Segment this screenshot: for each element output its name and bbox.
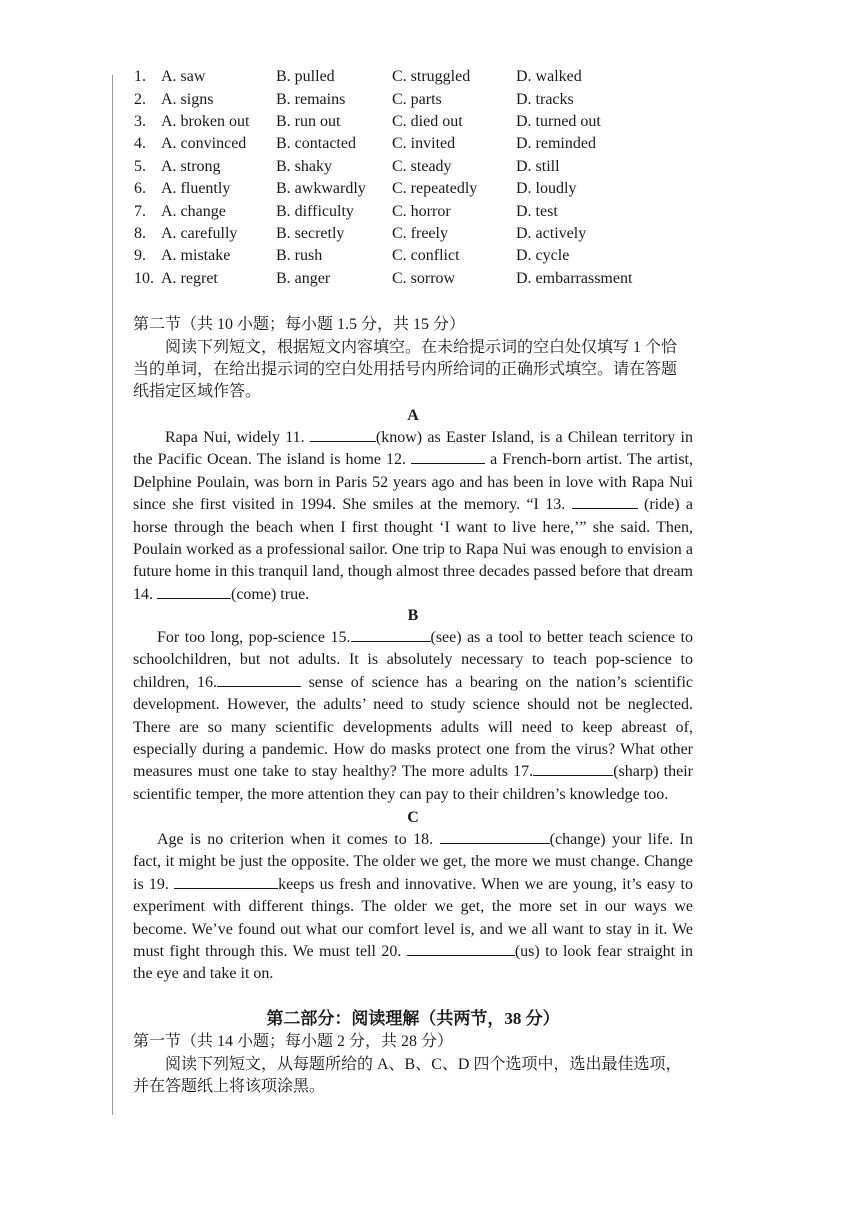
- answer-blank-13[interactable]: [572, 494, 638, 509]
- option-a: A. change: [161, 202, 226, 220]
- option-a: A. mistake: [161, 247, 231, 265]
- question-number: 4.: [134, 135, 146, 153]
- part2-title: 第二部分：阅读理解（共两节，38 分）: [266, 1009, 560, 1028]
- passage-b: [133, 627, 693, 806]
- option-row: [134, 88, 656, 110]
- question-number: 1.: [134, 68, 146, 86]
- option-d: D. cycle: [516, 247, 570, 265]
- option-a: A. carefully: [161, 224, 238, 242]
- instruction-line: 阅读下列短文，根据短文内容填空。在未给提示词的空白处仅填写 1 个恰: [165, 339, 678, 356]
- option-b: B. secretly: [276, 224, 345, 242]
- part2-instructions: [133, 1054, 693, 1098]
- option-b: B. contacted: [276, 135, 356, 153]
- passage-text: (us) to look fear straight in the eye and take it on.: [133, 943, 693, 983]
- question-number: 3.: [134, 112, 146, 130]
- option-d: D. actively: [516, 224, 587, 242]
- passage-b-label: B: [407, 607, 419, 624]
- question-number: 2.: [134, 90, 146, 108]
- answer-blank-11[interactable]: [310, 427, 376, 442]
- question-number: 9.: [134, 247, 146, 265]
- option-d: D. embarrassment: [516, 269, 633, 287]
- option-c: C. invited: [392, 135, 456, 153]
- question-number: 5.: [134, 157, 146, 175]
- passage-text: Age is no criterion when it comes to 18.: [157, 831, 440, 848]
- question-number: 7.: [134, 202, 146, 220]
- option-c: C. conflict: [392, 247, 460, 265]
- option-row: [134, 178, 656, 200]
- passage-a: [133, 427, 693, 606]
- cloze-options-table: [134, 66, 656, 290]
- option-d: D. reminded: [516, 135, 596, 153]
- instruction-line: 阅读下列短文，从每题所给的 A、B、C、D 四个选项中，选出最佳选项，: [165, 1056, 682, 1073]
- option-a: A. fluently: [161, 180, 231, 198]
- passage-text: (change) your life. In fact, it might be just the opposite. The older we get, the more we must change. Change is 19.: [133, 831, 694, 893]
- option-c: C. horror: [392, 202, 451, 220]
- option-c: C. sorrow: [392, 269, 456, 287]
- option-a: A. convinced: [161, 135, 247, 153]
- passage-text: a French-born artist. The artist, Delphine Poulain, was born in Paris 52 years ago and has been in love with Rapa Nui since she first visited in 1994. She smiles at the memory. “I 13.: [133, 451, 693, 514]
- option-a: A. signs: [161, 90, 214, 108]
- instruction-line: 纸指定区域作答。: [133, 383, 262, 400]
- passage-c-label: C: [407, 809, 419, 826]
- option-c: C. parts: [392, 90, 442, 108]
- passage-text: For too long, pop-science 15.: [157, 629, 351, 646]
- answer-blank-18[interactable]: [440, 829, 550, 844]
- option-c: C. freely: [392, 224, 448, 242]
- passage-text: sense of science has a bearing on the nation’s scientific development. However, the adults’ need to study science should not be neglected. There are so many scientific developments adults will need to keep abreast of, especially during a pandemic. How do masks protect one from the virus? What other measures must one take to stay healthy? The more adults 17.: [133, 673, 694, 781]
- section2-instructions: [133, 337, 693, 403]
- option-b: B. difficulty: [276, 202, 354, 220]
- option-a: A. regret: [161, 269, 218, 287]
- option-b: B. anger: [276, 269, 331, 287]
- passage-text: (ride) a horse through the beach when I first thought ‘I want to live here,’” she said. Then, Poulain worked as a professional sailor. One trip to Rapa Nui was enough to envision a future home in this tranquil land, though almost three decades passed before that dream 14.: [133, 496, 694, 603]
- option-a: A. broken out: [161, 112, 250, 130]
- option-b: B. run out: [276, 112, 341, 130]
- option-a: A. strong: [161, 157, 221, 175]
- answer-blank-16[interactable]: [217, 672, 301, 687]
- option-row: [134, 111, 656, 133]
- passage-text: Rapa Nui, widely 11.: [165, 429, 310, 446]
- part2-section1-heading: 第一节（共 14 小题；每小题 2 分，共 28 分）: [133, 1033, 454, 1050]
- option-row: [134, 223, 656, 245]
- answer-blank-14[interactable]: [157, 584, 231, 599]
- option-row: [134, 245, 656, 267]
- option-d: D. loudly: [516, 180, 577, 198]
- option-row: [134, 66, 656, 88]
- option-d: D. walked: [516, 68, 582, 86]
- passage-text: (see) as a tool to better teach science to schoolchildren, but not adults. It is absolutely necessary to teach pop-science to children, 16.: [133, 629, 693, 691]
- option-row: [134, 156, 656, 178]
- option-d: D. still: [516, 157, 560, 175]
- page-margin-line: [112, 75, 113, 1115]
- option-d: D. turned out: [516, 112, 601, 130]
- option-b: B. remains: [276, 90, 346, 108]
- instruction-line: 并在答题纸上将该项涂黑。: [133, 1078, 326, 1095]
- option-b: B. rush: [276, 247, 323, 265]
- option-row: [134, 133, 656, 155]
- passage-b-text: [133, 627, 693, 806]
- option-row: [134, 268, 656, 290]
- section2-heading: 第二节（共 10 小题；每小题 1.5 分，共 15 分）: [133, 316, 466, 333]
- passage-text: (come) true.: [231, 585, 310, 603]
- question-number: 6.: [134, 180, 146, 198]
- answer-blank-20[interactable]: [407, 941, 515, 956]
- option-row: [134, 200, 656, 222]
- instruction-line: 当的单词，在给出提示词的空白处用括号内所给词的正确形式填空。请在答题: [133, 361, 678, 378]
- question-number: 10.: [134, 269, 154, 287]
- answer-blank-19[interactable]: [174, 874, 278, 889]
- passage-text: keeps us fresh and innovative. When we are young, it’s easy to experiment with different things. The older we get, the more set in our ways we become. We’ve found out what our comfort level is, and we all want to stay in it. We must fight through this. We must tell 20.: [133, 875, 693, 961]
- passage-text: (know) as Easter Island, is a Chilean territory in the Pacific Ocean. The island is home 12.: [133, 429, 693, 469]
- passage-a-text: [133, 427, 693, 606]
- answer-blank-15[interactable]: [351, 627, 431, 642]
- answer-blank-17[interactable]: [533, 761, 613, 776]
- answer-blank-12[interactable]: [411, 449, 485, 464]
- option-c: C. struggled: [392, 68, 471, 86]
- option-d: D. tracks: [516, 90, 574, 108]
- passage-a-label: A: [407, 407, 419, 424]
- option-c: C. steady: [392, 157, 452, 175]
- question-number: 8.: [134, 224, 146, 242]
- passage-c: [133, 829, 693, 986]
- option-b: B. awkwardly: [276, 180, 366, 198]
- passage-c-text: [133, 829, 693, 986]
- option-c: C. repeatedly: [392, 180, 478, 198]
- option-b: B. shaky: [276, 157, 332, 175]
- option-b: B. pulled: [276, 68, 335, 86]
- passage-text: (sharp) their scientific temper, the more attention they can pay to their children’s knowledge too.: [133, 763, 693, 803]
- option-c: C. died out: [392, 112, 463, 130]
- option-a: A. saw: [161, 68, 206, 86]
- option-d: D. test: [516, 202, 558, 220]
